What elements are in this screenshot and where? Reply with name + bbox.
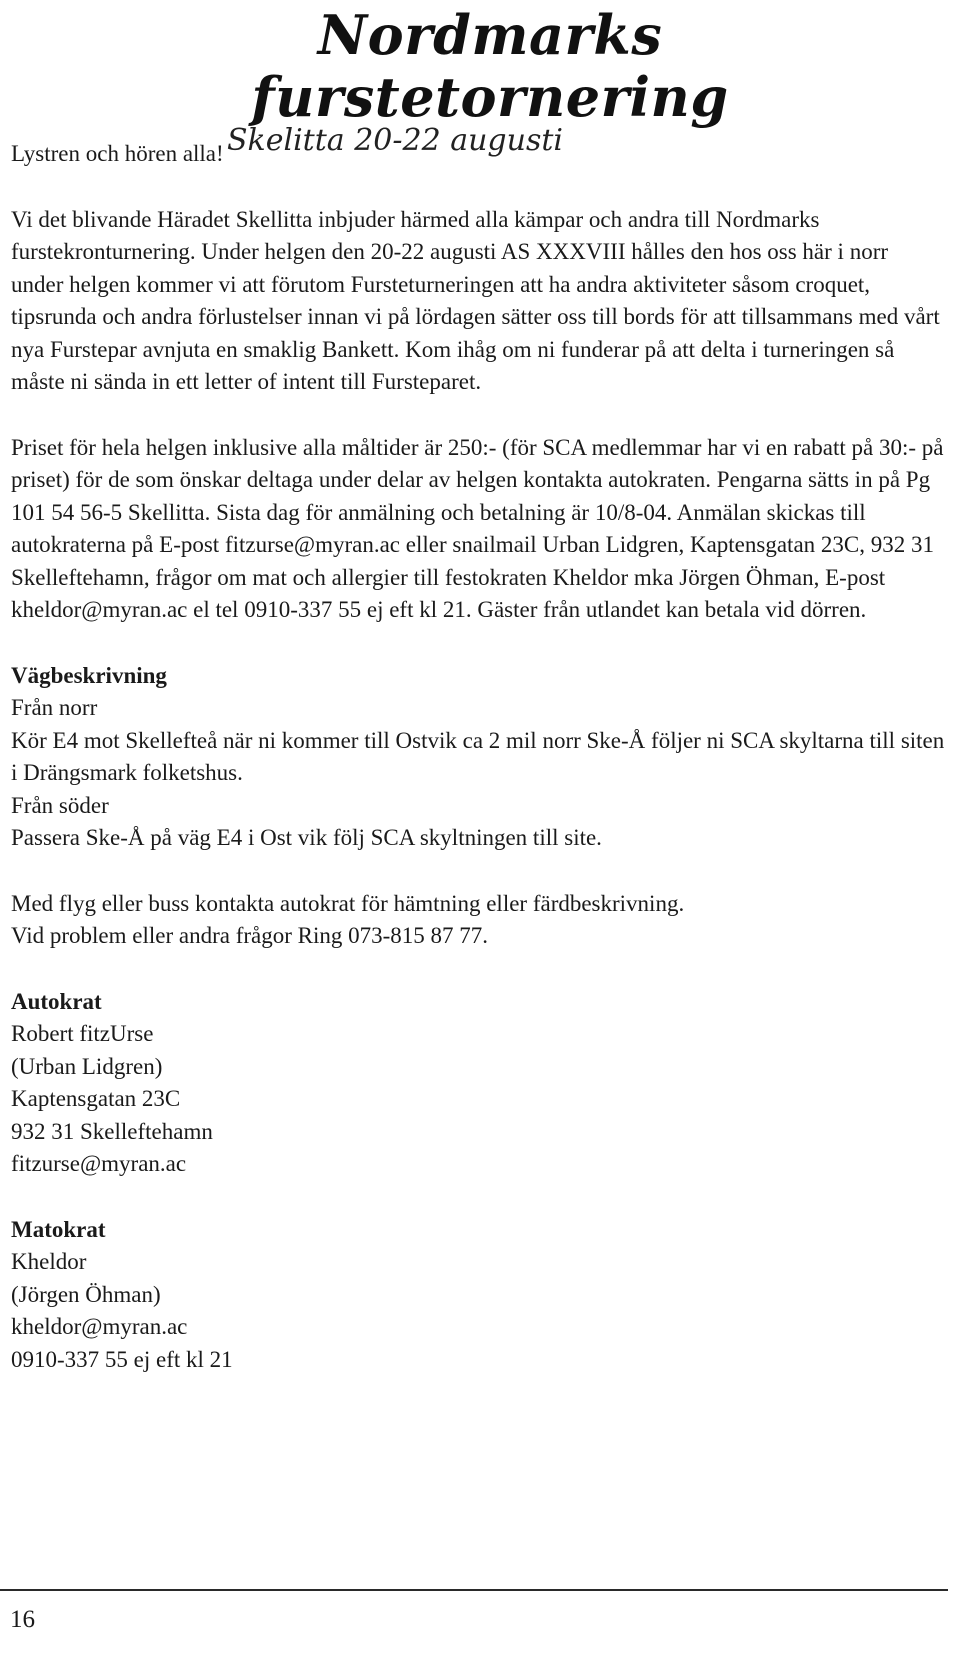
greeting: Lystren och hören alla!: [11, 141, 224, 166]
page-header: [130, 4, 850, 158]
directions-south-text: Passera Ske-Å på väg E4 i Ost vik följ SCA skyltningen till site.: [11, 825, 602, 850]
pricing-paragraph: Priset för hela helgen inklusive alla måltider är 250:- (för SCA medlemmar har vi en rabatt på 30:- på priset) för de som önskar deltaga under delar av helgen kontakta autokraten. Pengarna sätts in på Pg 101 54 56-5 Skellitta. Sista dag för anmälning och betalning är 10/8-04. Anmälan skickas till autokraterna på E-post fitzurse@myran.ac eller snailmail Urban Lidgren, Kaptensgatan 23C, 932 31 Skelleftehamn, frågor om mat och allergier till festokraten Kheldor mka Jörgen Öhman, E-post kheldor@myran.ac el tel 0910-337 55 ej eft kl 21. Gäster från utlandet kan betala vid dörren.: [11, 434, 944, 622]
autokrat-city: 932 31 Skelleftehamn: [11, 1118, 213, 1144]
page-title: Nordmarks furstetornering: [251, 3, 729, 129]
directions-section: [11, 660, 946, 855]
matokrat-section: [11, 1214, 946, 1377]
matokrat-name: Kheldor: [11, 1249, 87, 1274]
document-body: [11, 138, 946, 1376]
matokrat-heading: Matokrat: [11, 1216, 106, 1242]
transport-line-2: Vid problem eller andra frågor Ring 073-815 87 77.: [11, 923, 489, 948]
page-number: 16: [10, 1606, 35, 1633]
directions-heading: Vägbeskrivning: [11, 662, 167, 688]
transport-line-1: Med flyg eller buss kontakta autokrat för hämtning eller färdbeskrivning.: [11, 890, 685, 916]
matokrat-email: kheldor@myran.ac: [11, 1314, 188, 1339]
directions-south-label: Från söder: [11, 792, 109, 818]
autokrat-street: Kaptensgatan 23C: [11, 1086, 181, 1111]
autokrat-mundane-name: (Urban Lidgren): [11, 1053, 163, 1079]
transport-section: [11, 888, 946, 953]
matokrat-mundane-name: (Jörgen Öhman): [11, 1281, 161, 1307]
intro-paragraph: Vi det blivande Häradet Skellitta inbjuder härmed alla kämpar och andra till Nordmarks furstekronturnering. Under helgen den 20-22 augusti AS XXXVIII hålles den hos oss här i norr under helgen kommer vi att förutom Fursteturneringen att ha andra aktiviteter såsom croquet, tipsrunda och andra förlustelser innan vi på lördagen sätter oss till bords för att tillsammans med vårt nya Furstepar avnjuta en smaklig Bankett. Kom ihåg om ni funderar på att delta i turneringen så måste ni sända in ett letter of intent till Fursteparet.: [11, 206, 940, 394]
page-subtitle: Skelitta 20-22 augusti: [226, 123, 563, 158]
footer-rule: [0, 1589, 948, 1591]
directions-north-text: Kör E4 mot Skellefteå när ni kommer till Ostvik ca 2 mil norr Ske-Å följer ni SCA skyltarna till siten i Drängsmark folketshus.: [11, 727, 945, 785]
autokrat-heading: Autokrat: [11, 988, 102, 1014]
autokrat-email: fitzurse@myran.ac: [11, 1151, 187, 1176]
autokrat-section: [11, 986, 946, 1181]
autokrat-name: Robert fitzUrse: [11, 1021, 154, 1046]
matokrat-phone: 0910-337 55 ej eft kl 21: [11, 1346, 233, 1372]
directions-north-label: Från norr: [11, 695, 98, 720]
